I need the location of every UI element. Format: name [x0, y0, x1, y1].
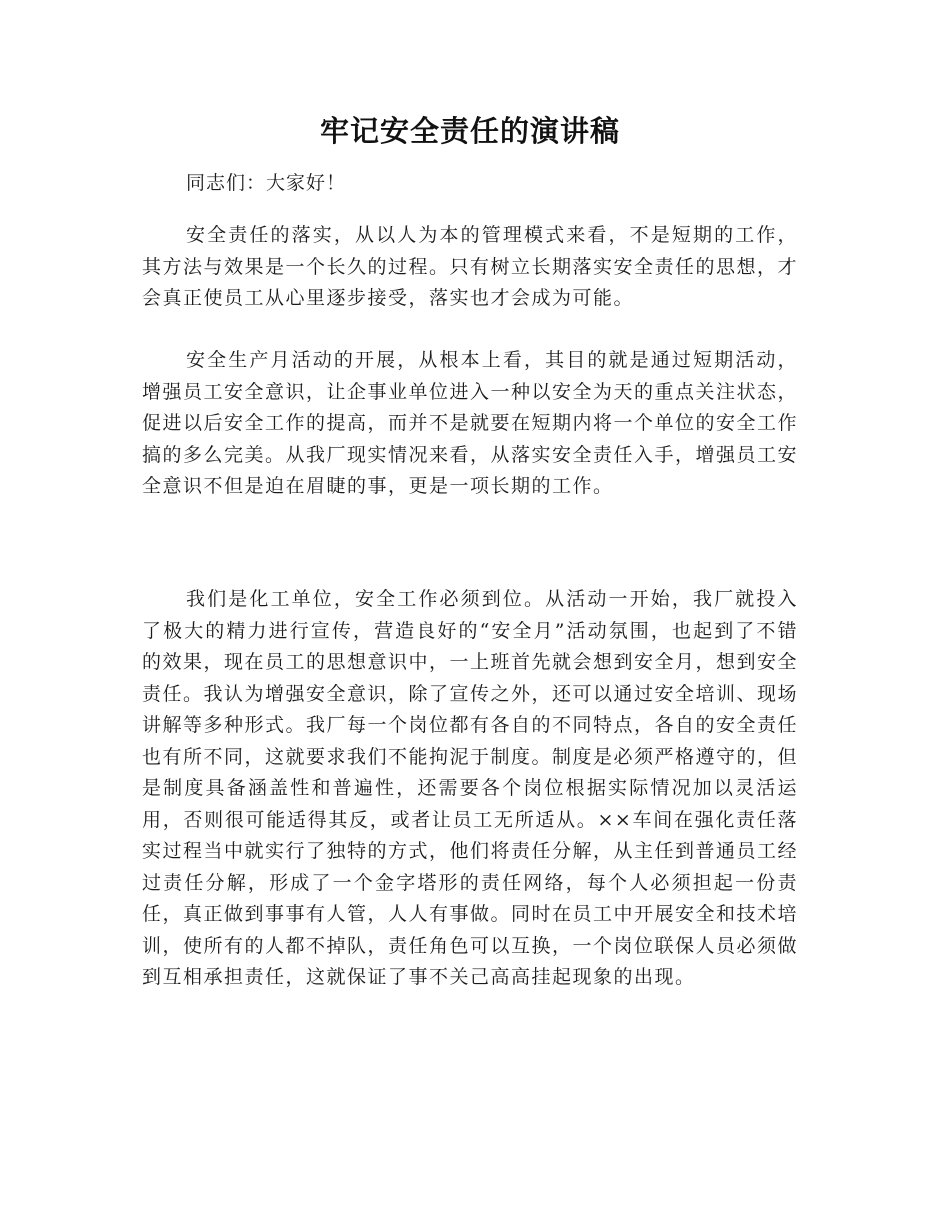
greeting: 同志们：大家好！	[186, 172, 347, 194]
document-title: 牢记安全责任的演讲稿	[319, 114, 620, 148]
paragraph-1: 安全责任的落实，从以人为本的管理模式来看，不是短期的工作，其方法与效果是一个长久的过程。只有树立长期落实安全责任的思想，才会真正使员工从心里逐步接受，落实也才会成为可能。	[142, 224, 799, 309]
paragraph-2: 安全生产月活动的开展，从根本上看，其目的就是通过短期活动，增强员工安全意识，让企事业单位进入一种以安全为天的重点关注状态，促进以后安全工作的提高，而并不是就要在短期内将一个单位的安全工作搞的多么完美。从我厂现实情况来看，从落实安全责任入手，增强员工安全意识不但是迫在眉睫的事，更是一项长期的工作。	[142, 349, 799, 497]
paragraph-3: 我们是化工单位，安全工作必须到位。从活动一开始，我厂就投入了极大的精力进行宣传，营造良好的“安全月”活动氛围，也起到了不错的效果，现在员工的思想意识中，一上班首先就会想到安全月，想到安全责任。我认为增强安全意识，除了宣传之外，还可以通过安全培训、现场讲解等多种形式。我厂每一个岗位都有各自的不同特点，各自的安全责任也有所不同，这就要求我们不能拘泥于制度。制度是必须严格遵守的，但是制度具备涵盖性和普遍性，还需要各个岗位根据实际情况加以灵活运用，否则很可能适得其反，或者让员工无所适从。××车间在强化责任落实过程当中就实行了独特的方式，他们将责任分解，从主任到普通员工经过责任分解，形成了一个金字塔形的责任网络，每个人必须担起一份责任，真正做到事事有人管，人人有事做。同时在员工中开展安全和技术培训，使所有的人都不掉队，责任角色可以互换，一个岗位联保人员必须做到互相承担责任，这就保证了事不关己高高挂起现象的出现。	[142, 588, 799, 988]
